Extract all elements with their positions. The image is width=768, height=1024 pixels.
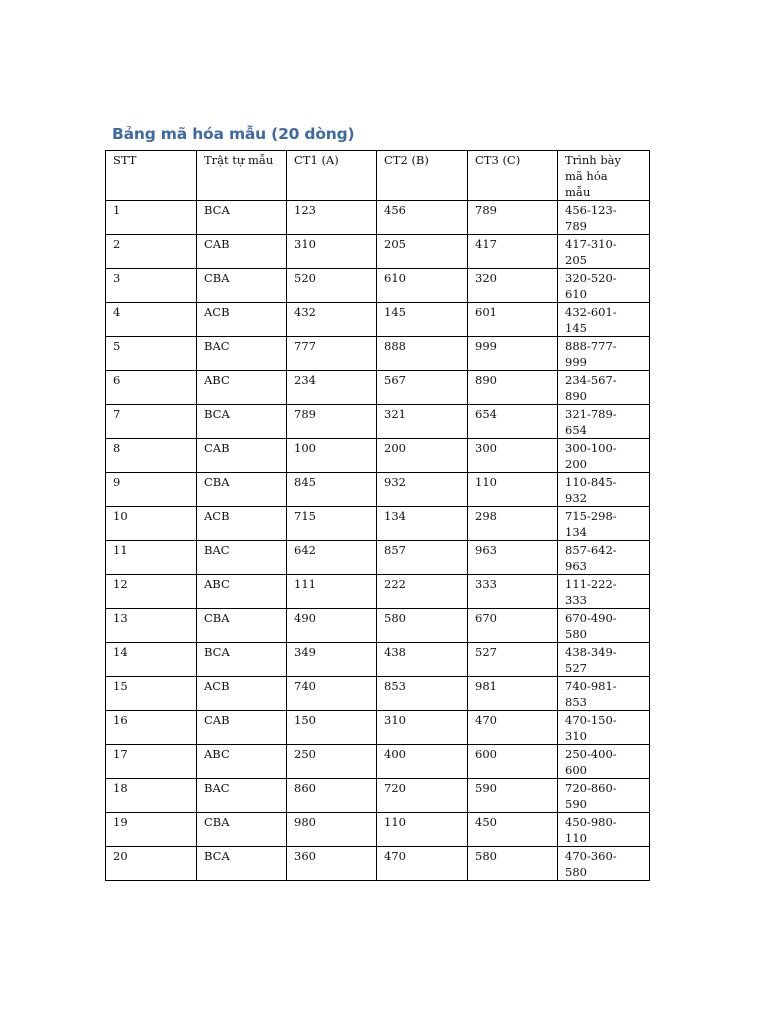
cell-order: BAC (197, 337, 287, 371)
table-row (106, 371, 650, 405)
cell-stt: 14 (106, 643, 197, 677)
header-cell-order: Trật tự mẫu (197, 151, 287, 201)
cell-presentation: 234-567-890 (558, 371, 650, 405)
cell-ct1: 100 (287, 439, 377, 473)
cell-ct2: 200 (377, 439, 468, 473)
cell-ct3: 601 (468, 303, 558, 337)
cell-presentation: 450-980-110 (558, 813, 650, 847)
cell-ct1: 349 (287, 643, 377, 677)
header-cell-stt: STT (106, 151, 197, 201)
table-row (106, 439, 650, 473)
cell-ct2: 567 (377, 371, 468, 405)
cell-ct3: 789 (468, 201, 558, 235)
table-row (106, 711, 650, 745)
cell-presentation: 857-642-963 (558, 541, 650, 575)
cell-presentation: 110-845-932 (558, 473, 650, 507)
cell-stt: 10 (106, 507, 197, 541)
cell-presentation: 670-490-580 (558, 609, 650, 643)
cell-ct1: 860 (287, 779, 377, 813)
table-row (106, 473, 650, 507)
cell-ct3: 670 (468, 609, 558, 643)
table-row (106, 201, 650, 235)
cell-ct2: 321 (377, 405, 468, 439)
cell-ct1: 740 (287, 677, 377, 711)
table-row (106, 405, 650, 439)
cell-order: BCA (197, 405, 287, 439)
cell-ct3: 654 (468, 405, 558, 439)
cell-ct3: 298 (468, 507, 558, 541)
cell-ct2: 134 (377, 507, 468, 541)
cell-presentation: 432-601-145 (558, 303, 650, 337)
cell-presentation: 320-520-610 (558, 269, 650, 303)
cell-ct2: 580 (377, 609, 468, 643)
table-row (106, 235, 650, 269)
cell-order: CBA (197, 269, 287, 303)
table-row (106, 813, 650, 847)
cell-order: ACB (197, 677, 287, 711)
cell-ct3: 580 (468, 847, 558, 881)
table-row (106, 575, 650, 609)
cell-ct3: 890 (468, 371, 558, 405)
cell-ct3: 110 (468, 473, 558, 507)
table-row (106, 745, 650, 779)
cell-presentation: 300-100-200 (558, 439, 650, 473)
cell-ct3: 450 (468, 813, 558, 847)
cell-stt: 15 (106, 677, 197, 711)
cell-stt: 19 (106, 813, 197, 847)
cell-ct2: 932 (377, 473, 468, 507)
cell-ct1: 360 (287, 847, 377, 881)
cell-stt: 9 (106, 473, 197, 507)
table-title: Bảng mã hóa mẫu (20 dòng) (112, 125, 355, 143)
table-row (106, 643, 650, 677)
table-row (106, 303, 650, 337)
cell-presentation: 720-860-590 (558, 779, 650, 813)
cell-ct2: 438 (377, 643, 468, 677)
cell-ct3: 963 (468, 541, 558, 575)
cell-order: BCA (197, 201, 287, 235)
cell-stt: 20 (106, 847, 197, 881)
cell-ct2: 857 (377, 541, 468, 575)
cell-ct3: 333 (468, 575, 558, 609)
cell-order: CBA (197, 473, 287, 507)
table-row (106, 269, 650, 303)
cell-ct2: 456 (377, 201, 468, 235)
cell-order: ABC (197, 575, 287, 609)
cell-order: CAB (197, 235, 287, 269)
cell-ct1: 642 (287, 541, 377, 575)
cell-stt: 13 (106, 609, 197, 643)
cell-order: CAB (197, 439, 287, 473)
header-cell-presentation: Trình bày mã hóa mẫu (558, 151, 650, 201)
cell-order: CBA (197, 609, 287, 643)
cell-stt: 17 (106, 745, 197, 779)
cell-ct1: 310 (287, 235, 377, 269)
cell-ct2: 610 (377, 269, 468, 303)
cell-ct1: 123 (287, 201, 377, 235)
cell-ct1: 845 (287, 473, 377, 507)
cell-ct2: 222 (377, 575, 468, 609)
table-row (106, 541, 650, 575)
cell-presentation: 740-981-853 (558, 677, 650, 711)
cell-order: BCA (197, 643, 287, 677)
sample-coding-table (105, 150, 650, 881)
table-row (106, 677, 650, 711)
cell-presentation: 250-400-600 (558, 745, 650, 779)
cell-presentation: 470-360-580 (558, 847, 650, 881)
cell-ct3: 600 (468, 745, 558, 779)
cell-ct1: 789 (287, 405, 377, 439)
header-cell-ct2: CT2 (B) (377, 151, 468, 201)
cell-stt: 6 (106, 371, 197, 405)
cell-ct1: 520 (287, 269, 377, 303)
cell-ct2: 720 (377, 779, 468, 813)
cell-ct3: 999 (468, 337, 558, 371)
cell-stt: 3 (106, 269, 197, 303)
cell-ct2: 110 (377, 813, 468, 847)
table-row (106, 847, 650, 881)
cell-ct3: 590 (468, 779, 558, 813)
table-row (106, 609, 650, 643)
cell-ct2: 888 (377, 337, 468, 371)
cell-ct3: 320 (468, 269, 558, 303)
cell-stt: 8 (106, 439, 197, 473)
cell-ct2: 310 (377, 711, 468, 745)
cell-ct2: 400 (377, 745, 468, 779)
cell-presentation: 456-123-789 (558, 201, 650, 235)
cell-ct2: 470 (377, 847, 468, 881)
cell-order: CBA (197, 813, 287, 847)
cell-ct3: 527 (468, 643, 558, 677)
table-row (106, 337, 650, 371)
cell-order: ACB (197, 507, 287, 541)
header-cell-ct3: CT3 (C) (468, 151, 558, 201)
cell-ct1: 150 (287, 711, 377, 745)
cell-ct2: 205 (377, 235, 468, 269)
cell-order: ABC (197, 745, 287, 779)
cell-ct1: 715 (287, 507, 377, 541)
cell-ct3: 470 (468, 711, 558, 745)
table-body (106, 151, 650, 881)
cell-presentation: 111-222-333 (558, 575, 650, 609)
cell-ct1: 234 (287, 371, 377, 405)
cell-ct1: 777 (287, 337, 377, 371)
cell-ct1: 250 (287, 745, 377, 779)
cell-stt: 4 (106, 303, 197, 337)
cell-stt: 7 (106, 405, 197, 439)
cell-stt: 12 (106, 575, 197, 609)
cell-order: BAC (197, 541, 287, 575)
cell-presentation: 321-789-654 (558, 405, 650, 439)
cell-ct2: 145 (377, 303, 468, 337)
cell-ct1: 490 (287, 609, 377, 643)
cell-ct3: 417 (468, 235, 558, 269)
cell-stt: 16 (106, 711, 197, 745)
cell-stt: 18 (106, 779, 197, 813)
cell-order: ACB (197, 303, 287, 337)
cell-ct1: 432 (287, 303, 377, 337)
cell-stt: 11 (106, 541, 197, 575)
cell-presentation: 470-150-310 (558, 711, 650, 745)
cell-presentation: 417-310-205 (558, 235, 650, 269)
cell-order: BCA (197, 847, 287, 881)
cell-ct3: 981 (468, 677, 558, 711)
cell-order: ABC (197, 371, 287, 405)
table-header-row (106, 151, 650, 201)
table-row (106, 779, 650, 813)
header-cell-ct1: CT1 (A) (287, 151, 377, 201)
cell-ct1: 111 (287, 575, 377, 609)
cell-presentation: 438-349-527 (558, 643, 650, 677)
cell-presentation: 715-298-134 (558, 507, 650, 541)
cell-order: BAC (197, 779, 287, 813)
cell-stt: 2 (106, 235, 197, 269)
cell-ct1: 980 (287, 813, 377, 847)
cell-order: CAB (197, 711, 287, 745)
cell-ct3: 300 (468, 439, 558, 473)
table-row (106, 507, 650, 541)
cell-stt: 1 (106, 201, 197, 235)
cell-ct2: 853 (377, 677, 468, 711)
cell-presentation: 888-777-999 (558, 337, 650, 371)
cell-stt: 5 (106, 337, 197, 371)
